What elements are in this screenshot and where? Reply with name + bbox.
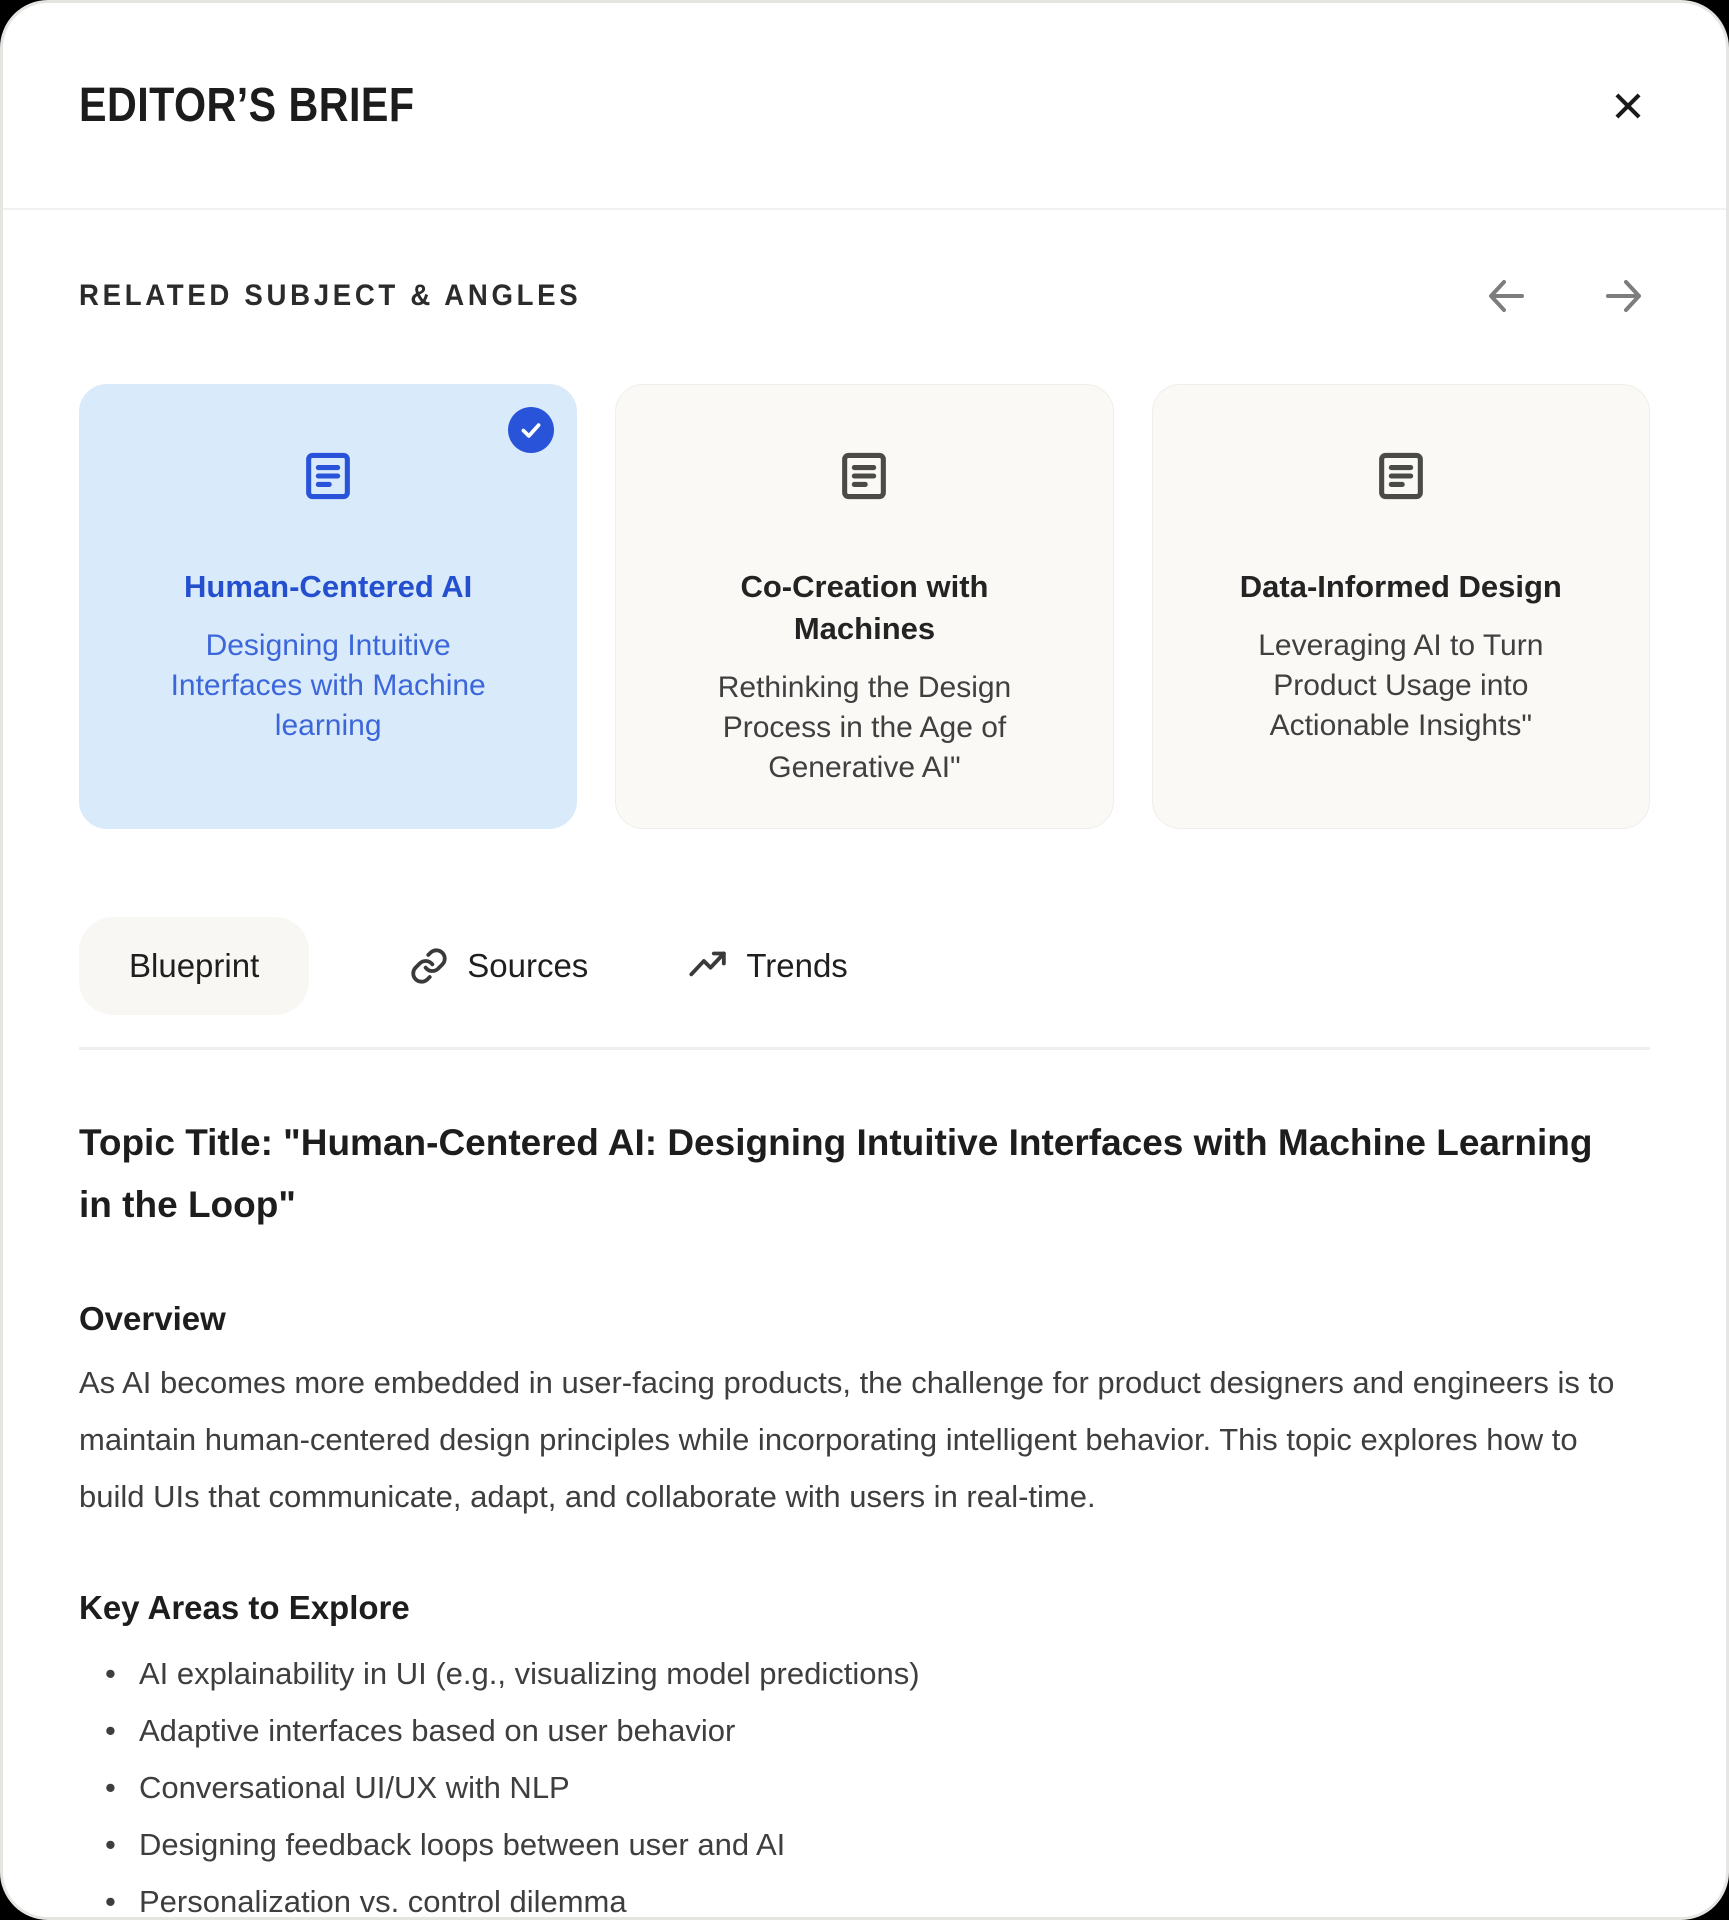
related-section-header (79, 270, 1650, 322)
next-button[interactable] (1598, 270, 1650, 322)
tab-trends[interactable] (688, 946, 847, 986)
card-title: Human-Centered AI (184, 569, 473, 604)
modal-header (3, 3, 1726, 210)
overview-text: As AI becomes more embedded in user-facing products, the challenge for product designers and engineers is to maintain human-centered design principles while incorporating intelligent behavior. This topic explores how to build UIs that communicate, adapt, and collaborate with users in real-time. (79, 1364, 1615, 1514)
card-title: Data-Informed Design (1239, 569, 1562, 604)
modal-content (3, 270, 1726, 1920)
link-icon (409, 946, 449, 986)
tab-sources[interactable] (409, 946, 588, 986)
card-subtitle: Designing Intuitive Interfaces with Machine learning (170, 628, 486, 743)
page-title: EDITOR’S BRIEF (79, 79, 415, 132)
section-divider (79, 1047, 1650, 1050)
close-button[interactable] (1606, 84, 1650, 128)
subject-cards (79, 384, 1650, 829)
document-icon (299, 447, 357, 505)
carousel-nav (1480, 270, 1650, 322)
key-area-item: • Personalization vs. control dilemma (79, 1873, 1650, 1920)
prev-button[interactable] (1480, 270, 1532, 322)
subject-card-human-centered-ai[interactable] (79, 384, 577, 829)
brief-tabs (79, 917, 1650, 1015)
card-subtitle: Rethinking the Design Process in the Age of Generative AI" (717, 670, 1012, 785)
key-areas-list (79, 1645, 1650, 1920)
related-heading: RELATED SUBJECT & ANGLES (79, 279, 582, 312)
tab-label: Blueprint (129, 947, 260, 985)
tab-label: Trends (746, 947, 848, 985)
key-area-item: • Conversational UI/UX with NLP (79, 1759, 1650, 1816)
document-icon (1372, 447, 1430, 505)
card-title: Co-Creation with Machines (740, 569, 989, 646)
key-area-item: • Designing feedback loops between user and AI (79, 1816, 1650, 1873)
subject-card-co-creation-with-machines[interactable] (615, 384, 1113, 829)
key-area-item: • Adaptive interfaces based on user behavior (79, 1702, 1650, 1759)
selected-check-badge (508, 407, 554, 453)
key-areas-heading: Key Areas to Explore (79, 1588, 410, 1626)
tab-blueprint[interactable] (79, 917, 309, 1015)
check-icon (518, 417, 544, 443)
document-icon (835, 447, 893, 505)
overview-heading: Overview (79, 1299, 226, 1337)
arrow-right-icon (1600, 272, 1648, 320)
tab-label: Sources (467, 947, 589, 985)
subject-card-data-informed-design[interactable] (1152, 384, 1650, 829)
arrow-left-icon (1482, 272, 1530, 320)
card-subtitle: Leveraging AI to Turn Product Usage into Actionable Insights" (1258, 628, 1544, 743)
trending-up-icon (688, 946, 728, 986)
topic-title: Topic Title: "Human-Centered AI: Designing Intuitive Interfaces with Machine Learning in the Loop" (79, 1122, 1593, 1226)
close-icon (1609, 87, 1647, 125)
key-area-item: • AI explainability in UI (e.g., visualizing model predictions) (79, 1645, 1650, 1702)
